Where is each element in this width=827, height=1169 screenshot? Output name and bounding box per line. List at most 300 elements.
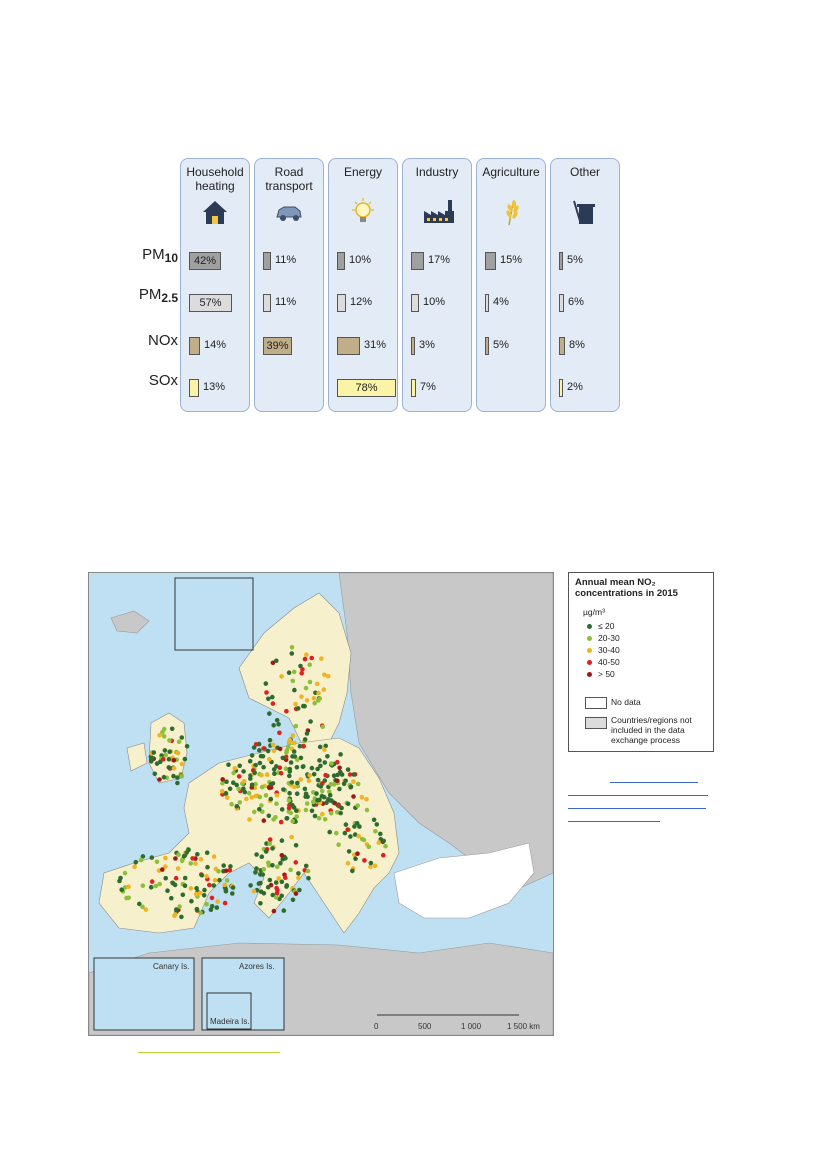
station-dot: [266, 697, 271, 702]
station-dot: [287, 670, 292, 675]
station-dot: [322, 795, 327, 800]
station-dot: [291, 898, 296, 903]
station-dot: [344, 822, 349, 827]
station-dot: [357, 824, 362, 829]
station-dot: [278, 747, 283, 752]
legend-dot: [587, 636, 592, 641]
station-dot: [377, 840, 382, 845]
station-dot: [119, 887, 124, 892]
station-dot: [193, 861, 198, 866]
station-dot: [274, 895, 279, 900]
bar-pm25: [411, 294, 419, 312]
station-dot: [279, 894, 284, 899]
station-dot: [183, 757, 188, 762]
station-dot: [303, 787, 308, 792]
station-dot: [163, 876, 168, 881]
station-dot: [257, 881, 262, 886]
station-dot: [221, 863, 226, 868]
station-dot: [306, 869, 311, 874]
station-dot: [244, 797, 249, 802]
station-dot: [172, 758, 177, 763]
station-dot: [346, 861, 351, 866]
station-dot: [167, 765, 172, 770]
station-dot: [268, 738, 273, 743]
bar-pm25: [559, 294, 564, 312]
station-dot: [266, 749, 271, 754]
value-label-sox: 2%: [567, 381, 583, 393]
station-dot: [217, 878, 222, 883]
legend-title: Annual mean NO₂ concentrations in 2015: [575, 577, 678, 599]
station-dot: [323, 760, 328, 765]
station-dot: [332, 773, 337, 778]
station-dot: [280, 807, 285, 812]
source-link-underline[interactable]: [568, 795, 708, 796]
bar-nox: [189, 337, 200, 355]
station-dot: [316, 698, 321, 703]
station-dot: [292, 670, 297, 675]
value-label-sox: 78%: [355, 382, 378, 394]
sector-title: Agriculture: [482, 165, 540, 179]
station-dot: [211, 883, 216, 888]
station-dot: [180, 762, 185, 767]
source-link-underline[interactable]: [138, 1052, 280, 1053]
station-dot: [278, 765, 283, 770]
station-dot: [301, 764, 306, 769]
station-dot: [275, 891, 280, 896]
station-dot: [259, 754, 264, 759]
station-dot: [222, 883, 227, 888]
station-dot: [236, 787, 241, 792]
station-dot: [336, 842, 341, 847]
station-dot: [378, 832, 383, 837]
legend-class-label: ≤ 20: [598, 621, 615, 631]
station-dot: [289, 835, 294, 840]
map-legend: [568, 572, 714, 752]
station-dot: [306, 876, 311, 881]
station-dot: [266, 885, 271, 890]
station-dot: [258, 795, 263, 800]
station-dot: [281, 787, 286, 792]
station-dot: [175, 781, 180, 786]
station-dot: [313, 814, 318, 819]
station-dot: [189, 886, 194, 891]
bar-pm10: [263, 252, 271, 270]
station-dot: [167, 738, 172, 743]
station-dot: [220, 789, 225, 794]
station-dot: [281, 756, 286, 761]
bar-pm25: [263, 294, 271, 312]
station-dot: [252, 770, 257, 775]
station-dot: [355, 803, 360, 808]
station-dot: [280, 838, 285, 843]
station-dot: [176, 852, 181, 857]
bar-nox: [337, 337, 360, 355]
station-dot: [174, 907, 179, 912]
station-dot: [180, 735, 185, 740]
station-dot: [272, 771, 277, 776]
station-dot: [162, 734, 167, 739]
station-dot: [235, 804, 240, 809]
station-dot: [179, 915, 184, 920]
station-dot: [177, 740, 182, 745]
station-dot: [118, 876, 123, 881]
station-dot: [323, 817, 328, 822]
station-dot: [270, 695, 275, 700]
station-dot: [350, 869, 355, 874]
legend-unit: µg/m³: [583, 607, 605, 617]
station-dot: [213, 878, 218, 883]
station-dot: [139, 858, 144, 863]
station-dot: [325, 754, 330, 759]
bar-nox: [263, 337, 292, 355]
station-dot: [373, 864, 378, 869]
station-dot: [190, 856, 195, 861]
station-dot: [311, 800, 316, 805]
station-dot: [163, 748, 168, 753]
value-label-pm25: 57%: [199, 297, 222, 309]
sector-title: Road transport: [265, 165, 313, 193]
station-dot: [228, 787, 233, 792]
station-dot: [261, 765, 266, 770]
legend-class-label: 40-50: [598, 657, 620, 667]
station-dot: [307, 773, 312, 778]
station-dot: [248, 759, 253, 764]
station-dot: [304, 808, 309, 813]
station-dot: [276, 722, 281, 727]
station-dot: [271, 743, 276, 748]
station-dot: [295, 765, 300, 770]
station-dot: [259, 803, 264, 808]
sector-industry: [402, 158, 472, 412]
station-dot: [258, 761, 263, 766]
station-dot: [352, 772, 357, 777]
legend-class-label: > 50: [598, 669, 615, 679]
station-dot: [216, 869, 221, 874]
station-dot: [241, 786, 246, 791]
station-dot: [262, 867, 267, 872]
station-dot: [188, 861, 193, 866]
station-dot: [172, 766, 177, 771]
station-dot: [275, 718, 280, 723]
station-dot: [287, 798, 292, 803]
station-dot: [319, 784, 324, 789]
station-dot: [141, 883, 146, 888]
source-link-underline[interactable]: [610, 782, 698, 783]
station-dot: [254, 852, 259, 857]
value-label-pm10: 10%: [349, 254, 372, 266]
station-dot: [301, 744, 306, 749]
station-dot: [287, 791, 292, 796]
source-link-underline[interactable]: [568, 808, 706, 809]
station-dot: [299, 671, 304, 676]
station-dot: [230, 891, 235, 896]
value-label-nox: 5%: [493, 339, 509, 351]
legend-dot: [587, 672, 592, 677]
station-dot: [352, 824, 357, 829]
station-dot: [304, 864, 309, 869]
station-dot: [288, 738, 293, 743]
station-dot: [248, 883, 253, 888]
station-dot: [323, 773, 328, 778]
station-dot: [307, 779, 312, 784]
station-dot: [231, 780, 236, 785]
station-dot: [327, 830, 332, 835]
station-dot: [284, 816, 289, 821]
station-dot: [320, 812, 325, 817]
station-dot: [269, 797, 274, 802]
station-dot: [275, 793, 280, 798]
station-dot: [194, 886, 199, 891]
station-dot: [149, 885, 154, 890]
svg-text:1 500 km: 1 500 km: [507, 1022, 540, 1031]
station-dot: [265, 772, 270, 777]
station-dot: [381, 853, 386, 858]
station-dot: [338, 770, 343, 775]
station-dot: [257, 748, 262, 753]
value-label-sox: 7%: [420, 381, 436, 393]
legend-dot: [587, 624, 592, 629]
station-dot: [291, 679, 296, 684]
station-dot: [290, 651, 295, 656]
inset-madeira-label: Madeira Is.: [210, 1017, 250, 1026]
station-dot: [150, 879, 155, 884]
value-label-nox: 8%: [569, 339, 585, 351]
station-dot: [345, 827, 350, 832]
bar-sox: [559, 379, 563, 397]
sector-energy: [328, 158, 398, 412]
station-dot: [355, 851, 360, 856]
station-dot: [334, 831, 339, 836]
station-dot: [269, 782, 274, 787]
bar-pm10: [189, 252, 221, 270]
sector-title: Household heating: [186, 165, 244, 193]
sector-title: Other: [569, 165, 600, 179]
station-dot: [273, 815, 278, 820]
station-dot: [207, 883, 212, 888]
wheat-icon: [496, 197, 526, 227]
station-dot: [285, 748, 290, 753]
station-dot: [174, 876, 179, 881]
station-dot: [283, 876, 288, 881]
station-dot: [322, 687, 327, 692]
station-dot: [303, 737, 308, 742]
station-dot: [356, 782, 361, 787]
station-dot: [305, 801, 310, 806]
station-dot: [308, 719, 313, 724]
station-dot: [272, 909, 277, 914]
station-dot: [229, 802, 234, 807]
station-dot: [238, 800, 243, 805]
land-iceland: [111, 611, 149, 633]
station-dot: [233, 766, 238, 771]
station-dot: [264, 849, 269, 854]
station-dot: [224, 869, 229, 874]
station-dot: [296, 871, 301, 876]
factory-icon: [422, 197, 452, 227]
station-dot: [268, 837, 273, 842]
station-dot: [293, 702, 298, 707]
station-dot: [175, 775, 180, 780]
value-label-pm10: 17%: [428, 254, 451, 266]
value-label-nox: 31%: [364, 339, 387, 351]
station-dot: [258, 901, 263, 906]
station-dot: [309, 656, 314, 661]
station-dot: [163, 753, 168, 758]
station-dot: [173, 883, 178, 888]
station-dot: [335, 779, 340, 784]
station-dot: [292, 741, 297, 746]
station-dot: [289, 760, 294, 765]
station-dot: [295, 791, 300, 796]
legend-dot: [587, 660, 592, 665]
svg-text:1 000: 1 000: [461, 1022, 482, 1031]
station-dot: [274, 801, 279, 806]
station-dot: [337, 787, 342, 792]
station-dot: [282, 908, 287, 913]
station-dot: [329, 761, 334, 766]
station-dot: [204, 902, 209, 907]
station-dot: [189, 899, 194, 904]
station-dot: [316, 778, 321, 783]
station-dot: [228, 864, 233, 869]
station-dot: [264, 690, 269, 695]
sector-agriculture: [476, 158, 546, 412]
value-label-pm25: 6%: [568, 296, 584, 308]
station-dot: [338, 811, 343, 816]
station-dot: [173, 856, 178, 861]
bar-pm10: [337, 252, 345, 270]
station-dot: [316, 691, 321, 696]
station-dot: [308, 680, 313, 685]
station-dot: [310, 766, 315, 771]
value-label-pm10: 11%: [275, 254, 297, 266]
bar-pm25: [485, 294, 489, 312]
station-dot: [170, 727, 175, 732]
station-dot: [346, 767, 351, 772]
station-dot: [381, 839, 386, 844]
bar-pm25: [337, 294, 346, 312]
station-dot: [288, 767, 293, 772]
europe-map: [89, 573, 553, 1035]
station-dot: [367, 845, 372, 850]
station-dot: [212, 854, 217, 859]
station-dot: [158, 760, 163, 765]
station-dot: [274, 880, 279, 885]
station-dot: [351, 794, 356, 799]
station-dot: [339, 806, 344, 811]
station-dot: [271, 723, 276, 728]
station-dot: [335, 760, 340, 765]
sector-other: [550, 158, 620, 412]
station-dot: [225, 878, 230, 883]
station-dot: [254, 866, 259, 871]
station-dot: [296, 706, 301, 711]
station-dot: [329, 811, 334, 816]
station-dot: [348, 834, 353, 839]
legend-class-label: 30-40: [598, 645, 620, 655]
station-dot: [365, 808, 370, 813]
station-dot: [167, 757, 172, 762]
land-uk-ireland: [127, 713, 187, 783]
station-dot: [215, 899, 220, 904]
no-data-swatch: [585, 697, 607, 709]
inset-canary-label: Canary Is.: [153, 962, 190, 971]
station-dot: [209, 907, 214, 912]
station-dot: [231, 885, 236, 890]
station-dot: [307, 662, 312, 667]
station-dot: [157, 733, 162, 738]
station-dot: [315, 798, 320, 803]
station-dot: [312, 772, 317, 777]
no2-concentration-map: [88, 572, 554, 1036]
station-dot: [375, 822, 380, 827]
station-dot: [304, 792, 309, 797]
station-dot: [163, 856, 168, 861]
station-dot: [134, 860, 139, 865]
station-dot: [185, 744, 190, 749]
station-dot: [250, 795, 255, 800]
station-dot: [270, 846, 275, 851]
station-dot: [362, 858, 367, 863]
value-label-nox: 39%: [266, 340, 289, 352]
station-dot: [226, 762, 231, 767]
station-dot: [353, 856, 358, 861]
station-dot: [290, 754, 295, 759]
station-dot: [183, 883, 188, 888]
sector-title: Industry: [415, 165, 459, 179]
station-dot: [383, 844, 388, 849]
inset-azores-label: Azores Is.: [239, 962, 275, 971]
station-dot: [257, 742, 262, 747]
bar-pm10: [485, 252, 496, 270]
station-dot: [280, 853, 285, 858]
station-dot: [304, 652, 309, 657]
emissions-by-sector-graphic: [120, 150, 640, 420]
station-dot: [182, 854, 187, 859]
station-dot: [356, 834, 361, 839]
row-label-pm10: $PM_{10}$: [142, 246, 178, 265]
car-icon: [274, 197, 304, 227]
station-dot: [210, 896, 215, 901]
station-dot: [292, 688, 297, 693]
station-dot: [199, 857, 204, 862]
station-dot: [271, 701, 276, 706]
station-dot: [290, 803, 295, 808]
value-label-pm10: 5%: [567, 254, 583, 266]
station-dot: [346, 802, 351, 807]
station-dot: [305, 731, 310, 736]
station-dot: [162, 775, 167, 780]
station-dot: [150, 756, 155, 761]
station-dot: [295, 758, 300, 763]
station-dot: [248, 776, 253, 781]
station-dot: [257, 807, 262, 812]
station-dot: [347, 849, 352, 854]
station-dot: [373, 829, 378, 834]
station-dot: [247, 791, 252, 796]
station-dot: [338, 752, 343, 757]
source-link-underline[interactable]: [568, 821, 660, 822]
legend-class: [587, 657, 620, 667]
station-dot: [267, 757, 272, 762]
bar-sox: [411, 379, 416, 397]
station-dot: [301, 704, 306, 709]
station-dot: [299, 694, 304, 699]
station-dot: [304, 686, 309, 691]
station-dot: [287, 774, 292, 779]
row-label-pm25: $PM_{2.5}$: [138, 286, 178, 305]
station-dot: [157, 777, 162, 782]
